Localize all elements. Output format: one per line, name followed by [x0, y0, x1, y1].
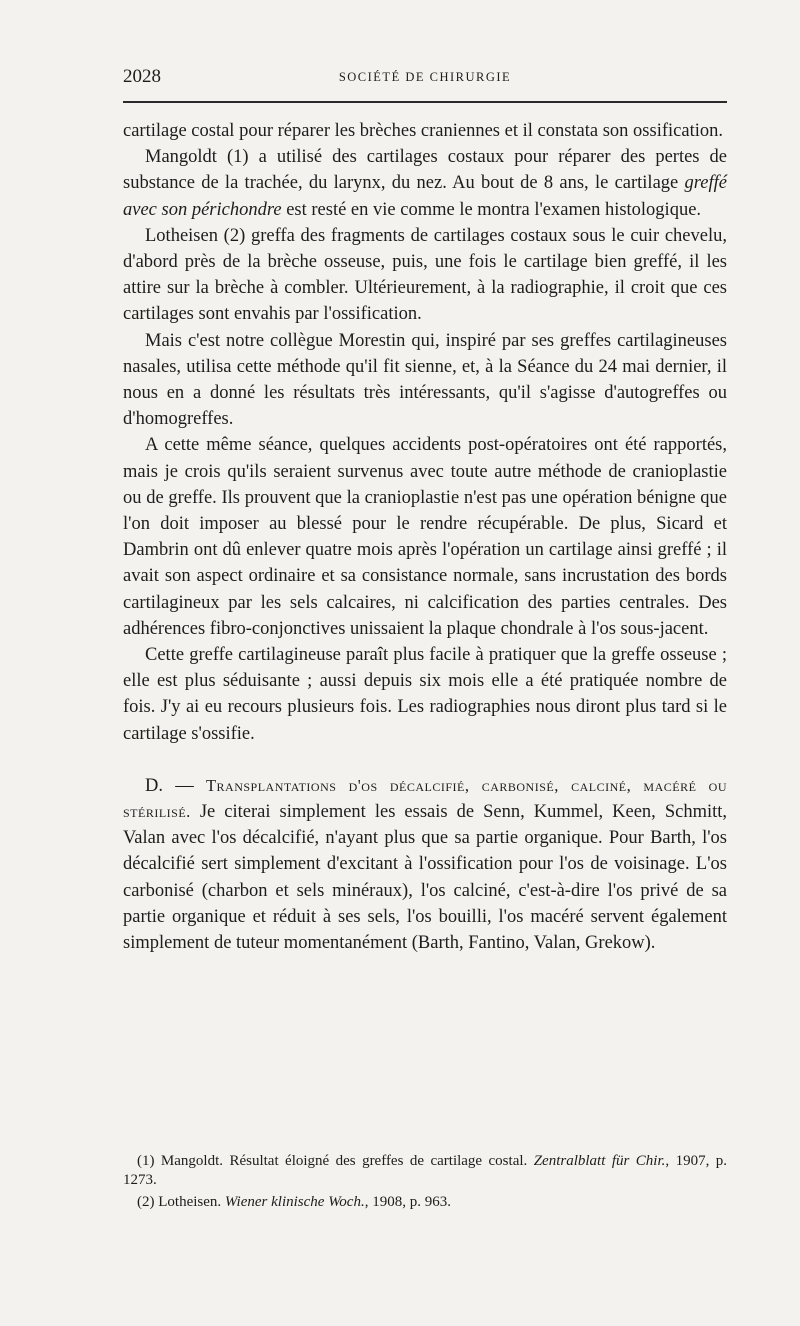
section-d-heading: Transplantations d'os décalcifié, carbonisé, calciné, macéré ou stérilisé. — [123, 775, 727, 822]
running-title: SOCIÉTÉ DE CHIRURGIE — [338, 70, 512, 84]
paragraph-mangoldt — [123, 144, 727, 223]
footnote-1-ref: , 1907, p. 1273. — [123, 1153, 727, 1188]
section-d-text: Je citerai simplement les essais de Senn, Kummel, Keen, Schmitt, Valan avec l'os décalcifié, n'ayant plus que sa partie organique. Pour Barth, l'os décalcifié sert simplement d'excitant à l'ossification pour l'os de voisinage. L'os carbonisé (charbon et sels minéraux), l'os calciné, c'est-à-dire l'os privé de sa partie organique et réduit à ses sels, l'os bouilli, l'os macéré servent également simplement de tuteur momentanément (Barth, Fantino, Valan, Grekow). — [123, 802, 727, 954]
paragraph-accidents: A cette même séance, quelques accidents post-opératoires ont été rapportés, mais je crois qu'ils seraient survenus avec toute autre méthode de cranioplastie ou de greffe. Ils prouvent que la cranioplastie n'est pas une opération bénigne que l'on doit imposer au blessé pour le rendre récupérable. De plus, Sicard et Dambrin ont dû enlever quatre mois après l'opération un cartilage ainsi greffé ; il avait son aspect ordinaire et sa consistance normale, sans incrustation des bords cartilagineux par les sels calcaires, ni calcification des parties centrales. Des adhérences fibro-conjonctives unissaient la plaque chondrale à l'os sous-jacent. — [123, 435, 727, 639]
paragraph-mangoldt-text: Mangoldt (1) a utilisé des cartilages costaux pour réparer des pertes de substance de la trachée, du larynx, du nez. Au bout de 8 ans, le cartilage — [123, 147, 727, 194]
footnote-2-journal: Wiener klinische Woch. — [224, 1194, 365, 1210]
section-d — [123, 773, 727, 956]
footnote-2-text: (2) Lotheisen. — [137, 1194, 225, 1210]
footnote-1-text: (1) Mangoldt. Résultat éloigné des greffes de cartilage costal. — [137, 1153, 534, 1169]
footnote-2-ref: , 1908, p. 963. — [364, 1194, 451, 1210]
footnote-2 — [123, 1193, 727, 1212]
paragraph-morestin: Mais c'est notre collègue Morestin qui, inspiré par ses greffes cartilagineuses nasales, utilisa cette méthode qu'il fit sienne, et, à la Séance du 24 mai dernier, il nous en a donné les résultats très intéressants, qu'il s'agisse d'autogreffes ou d'homogreffes. — [123, 330, 727, 430]
page-header — [123, 66, 727, 88]
paragraph-cartilage-graft: Cette greffe cartilagineuse paraît plus facile à pratiquer que la greffe osseuse ; elle est plus séduisante ; aussi depuis six mois elle a été pratiquée nombre de fois. J'y ai eu recours plusieurs fois. Les radiographies nous diront plus tard si le cartilage s'ossifie. — [123, 645, 727, 744]
footnote-1-journal: Zentralblatt für Chir. — [533, 1153, 666, 1169]
footnotes — [123, 1152, 727, 1212]
header-rule — [123, 101, 727, 103]
section-d-label: D. — — [145, 775, 206, 796]
paragraph-mangoldt-end: est resté en vie comme le montra l'examen histologique. — [281, 199, 702, 220]
paragraph-continuation: cartilage costal pour réparer les brèches craniennes et il constata son ossification. — [123, 121, 723, 141]
paragraph-lotheisen: Lotheisen (2) greffa des fragments de cartilages costaux sous le cuir chevelu, d'abord près de la brèche osseuse, puis, une fois le cartilage bien greffé, il les attire sur la brèche à combler. Ultérieurement, à la radiographie, il croit que ces cartilages sont envahis par l'ossification. — [123, 225, 727, 325]
page-number: 2028 — [123, 66, 161, 87]
footnote-1 — [123, 1152, 727, 1190]
paragraph-mangoldt-italic: greffé avec son périchondre — [123, 173, 727, 220]
body-text — [123, 118, 727, 956]
